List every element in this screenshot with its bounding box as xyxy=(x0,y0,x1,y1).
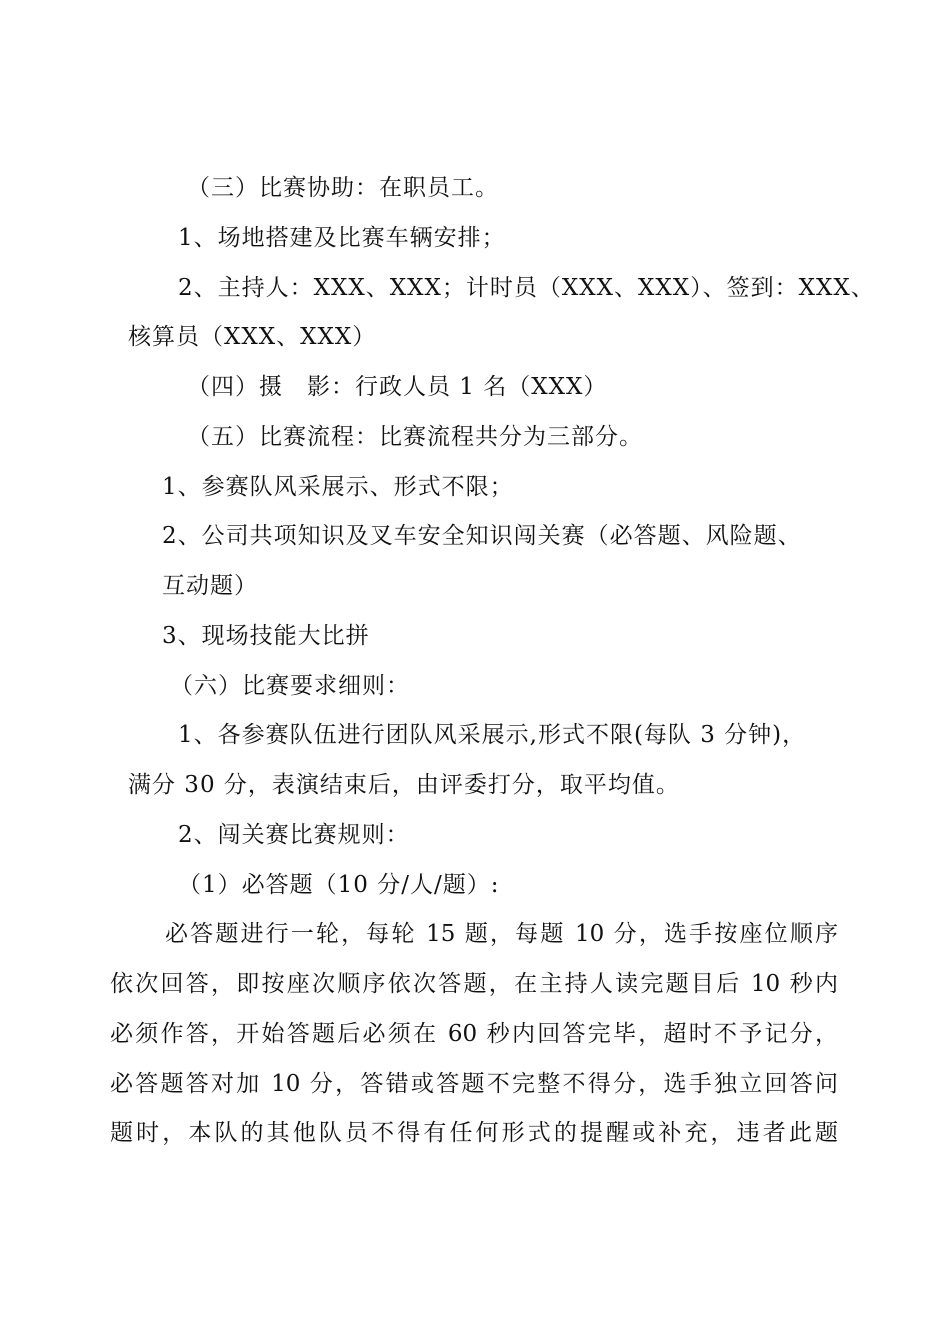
section-6-heading: （六）比赛要求细则： xyxy=(170,673,410,699)
flow-item-2: 2、公司共项知识及叉车安全知识闯关赛（必答题、风险题、 xyxy=(162,523,802,549)
body-paragraph-line-5: 题时，本队的其他队员不得有任何形式的提醒或补充，违者此题 xyxy=(110,1120,838,1146)
required-questions-heading: （1）必答题（10 分/人/题）: xyxy=(178,872,500,898)
flow-item-2-cont: 互动题） xyxy=(162,573,258,599)
rule-item-1-cont: 满分 30 分，表演结束后，由评委打分，取平均值。 xyxy=(128,772,680,798)
section-4-heading: （四）摄 影：行政人员 1 名（XXX） xyxy=(187,374,608,400)
section-5-heading: （五）比赛流程：比赛流程共分为三部分。 xyxy=(187,424,643,450)
flow-item-3: 3、现场技能大比拼 xyxy=(162,623,370,649)
item-venue-setup: 1、场地搭建及比赛车辆安排； xyxy=(178,225,506,251)
item-staff-roles: 2、主持人：XXX、XXX；计时员（XXX、XXX）、签到：XXX、 xyxy=(178,275,875,301)
flow-item-1: 1、参赛队风采展示、形式不限； xyxy=(162,474,514,500)
item-staff-roles-cont: 核算员（XXX、XXX） xyxy=(128,324,377,350)
section-3-heading: （三）比赛协助：在职员工。 xyxy=(187,175,499,201)
rule-item-1: 1、各参赛队伍进行团队风采展示,形式不限(每队 3 分钟)， xyxy=(178,722,807,748)
body-paragraph-line-4: 必答题答对加 10 分，答错或答题不完整不得分，选手独立回答问 xyxy=(110,1071,838,1097)
body-paragraph-line-1: 必答题进行一轮，每轮 15 题，每题 10 分，选手按座位顺序 xyxy=(165,921,838,947)
body-paragraph-line-3: 必须作答，开始答题后必须在 60 秒内回答完毕，超时不予记分， xyxy=(110,1021,838,1047)
rule-item-2: 2、闯关赛比赛规则： xyxy=(178,822,410,848)
body-paragraph-line-2: 依次回答，即按座次顺序依次答题，在主持人读完题目后 10 秒内 xyxy=(110,971,838,997)
